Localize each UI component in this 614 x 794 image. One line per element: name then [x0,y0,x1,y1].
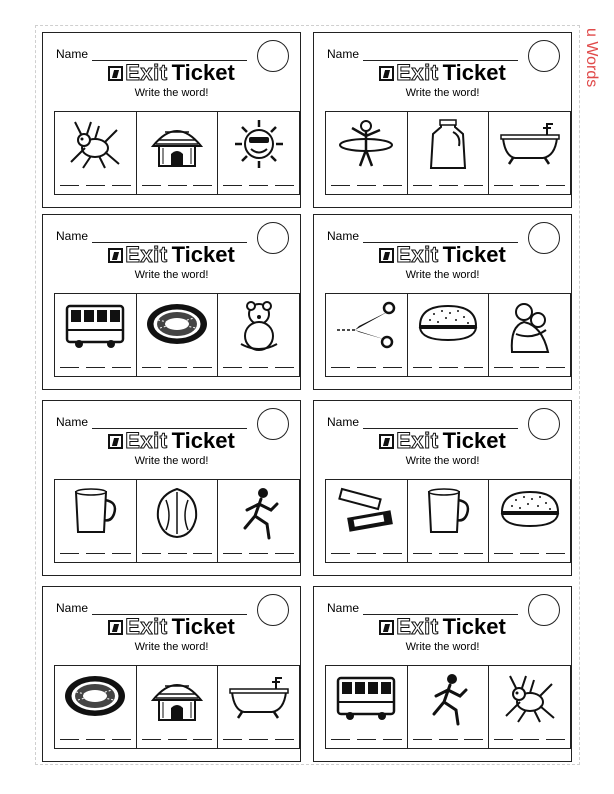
letter-blanks[interactable] [223,367,294,368]
picture-cell [55,294,137,376]
name-label: Name [56,47,89,61]
picture-cell [489,666,570,748]
letter-blanks[interactable] [60,185,131,186]
exit-sign-icon [379,248,394,263]
ticket-word: Ticket [171,428,235,453]
letter-blanks[interactable] [60,367,131,368]
picture-cell [326,294,408,376]
instructions: Write the word! [134,455,209,467]
instructions: Write the word! [134,269,209,281]
letter-blanks[interactable] [494,553,565,554]
picture-row [325,293,571,377]
picture-cell [137,294,219,376]
exit-word: Exit [396,428,439,453]
name-label: Name [56,415,89,429]
picture-cell [55,480,137,562]
exit-sign-icon [108,66,123,81]
letter-blanks[interactable] [223,739,294,740]
letter-blanks[interactable] [494,367,565,368]
picture-cell [218,666,299,748]
ticket-word: Ticket [442,60,506,85]
letter-blanks[interactable] [60,553,131,554]
letter-blanks[interactable] [331,185,402,186]
letter-blanks[interactable] [494,185,565,186]
picture-cell [326,480,408,562]
picture-cell [408,480,490,562]
exit-word: Exit [125,242,168,267]
name-label: Name [327,229,360,243]
exit-ticket [313,32,572,208]
picture-cell [408,112,490,194]
name-label: Name [327,601,360,615]
exit-word: Exit [125,60,168,85]
name-label: Name [56,601,89,615]
exit-ticket [313,400,572,576]
letter-blanks[interactable] [413,185,484,186]
picture-cell [55,112,137,194]
ticket-title [43,60,300,86]
picture-cell [218,480,299,562]
ticket-title [314,614,571,640]
exit-sign-icon [108,434,123,449]
picture-cell [489,112,570,194]
letter-blanks[interactable] [331,739,402,740]
letter-blanks[interactable] [223,185,294,186]
ticket-title [314,428,571,454]
ticket-word: Ticket [442,614,506,639]
ticket-title [314,60,571,86]
ticket-word: Ticket [171,242,235,267]
exit-word: Exit [396,60,439,85]
exit-ticket [313,586,572,762]
picture-cell [326,112,408,194]
picture-cell [326,666,408,748]
picture-row [54,293,300,377]
picture-row [325,111,571,195]
letter-blanks[interactable] [142,185,213,186]
picture-cell [55,666,137,748]
instructions: Write the word! [405,641,480,653]
exit-sign-icon [379,434,394,449]
ticket-title [43,614,300,640]
letter-blanks[interactable] [494,739,565,740]
picture-row [325,479,571,563]
letter-blanks[interactable] [413,739,484,740]
exit-ticket [42,400,301,576]
name-label: Name [56,229,89,243]
letter-blanks[interactable] [142,367,213,368]
picture-row [325,665,571,749]
letter-blanks[interactable] [413,367,484,368]
picture-row [54,111,300,195]
name-row [327,601,518,615]
exit-sign-icon [379,620,394,635]
exit-word: Exit [125,614,168,639]
letter-blanks[interactable] [331,553,402,554]
exit-word: Exit [396,614,439,639]
name-row [327,47,518,61]
exit-ticket [42,32,301,208]
picture-cell [137,666,219,748]
name-row [327,229,518,243]
letter-blanks[interactable] [142,739,213,740]
picture-cell [408,666,490,748]
picture-cell [137,480,219,562]
exit-word: Exit [125,428,168,453]
exit-ticket [42,214,301,390]
picture-cell [218,112,299,194]
ticket-word: Ticket [442,242,506,267]
instructions: Write the word! [405,87,480,99]
name-label: Name [327,47,360,61]
name-row [56,229,247,243]
ticket-word: Ticket [171,614,235,639]
ticket-word: Ticket [171,60,235,85]
instructions: Write the word! [134,641,209,653]
instructions: Write the word! [405,269,480,281]
picture-cell [408,294,490,376]
letter-blanks[interactable] [223,553,294,554]
name-row [56,601,247,615]
ticket-word: Ticket [442,428,506,453]
name-row [56,415,247,429]
ticket-title [314,242,571,268]
picture-cell [218,294,299,376]
exit-sign-icon [108,248,123,263]
picture-row [54,479,300,563]
exit-word: Exit [396,242,439,267]
instructions: Write the word! [405,455,480,467]
letter-blanks[interactable] [60,739,131,740]
exit-ticket [313,214,572,390]
picture-row [54,665,300,749]
worksheet-title: u Words [583,28,600,88]
ticket-title [43,242,300,268]
name-row [56,47,247,61]
exit-sign-icon [379,66,394,81]
picture-cell [137,112,219,194]
name-row [327,415,518,429]
name-label: Name [327,415,360,429]
letter-blanks[interactable] [331,367,402,368]
instructions: Write the word! [134,87,209,99]
picture-cell [489,294,570,376]
picture-cell [489,480,570,562]
letter-blanks[interactable] [413,553,484,554]
ticket-title [43,428,300,454]
letter-blanks[interactable] [142,553,213,554]
exit-ticket [42,586,301,762]
exit-sign-icon [108,620,123,635]
